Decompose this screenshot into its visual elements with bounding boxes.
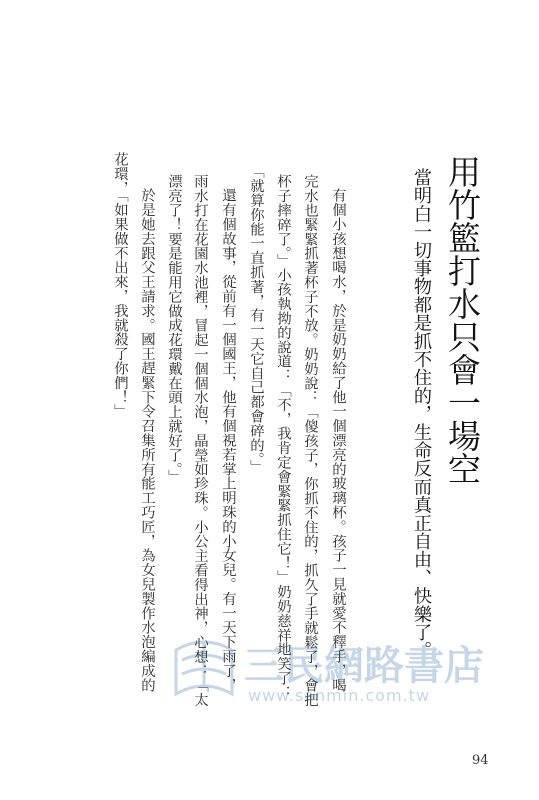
chapter-subtitle: 當明白一切事物都是抓不住的，生命反而真正自由、快樂了。 — [411, 168, 432, 660]
body-line-4: 「就算你能一直抓著，有一天它自己都會碎的。」 — [248, 164, 264, 474]
body-line-9: 花環，「如果做不出來，我就殺了你們！」 — [112, 152, 128, 419]
body-line-8: 於是她去跟父王請求。國王趕緊下令召集所有能工巧匠，為女兒製作水泡編成的 — [139, 188, 155, 692]
body-line-1: 有個小孩想喝水，於是奶奶給了他一個漂亮的玻璃杯。孩子一見就愛不釋手，喝 — [330, 188, 346, 692]
watermark — [168, 616, 484, 726]
body-line-2: 完水也緊緊抓著杯子不放。奶奶說：「傻孩子，你抓不住的，抓久了手就鬆了，會把 — [302, 174, 318, 707]
body-line-5: 還有個故事，從前有一個國王，他有個視若掌上明珠的小女兒。有一天下雨了， — [220, 188, 236, 692]
body-line-7: 漂亮了！要是能用它做成花環戴在頭上就好了。」 — [166, 174, 182, 484]
watermark-url: www.sanmin.com.tw — [248, 686, 431, 705]
page-number: 94 — [472, 753, 489, 768]
bookstore-logo-icon — [168, 630, 240, 710]
chapter-title: 用竹籃打水只會一場空 — [443, 155, 482, 485]
body-line-6: 雨水打在花園水池裡，冒起一個個水泡，晶瑩如珍珠。小公主看得出神，心想：「太 — [192, 174, 208, 707]
body-line-3: 杯子摔碎了。」小孩執拗的說道：「不，我肯定會緊緊抓住它！」奶奶慈祥地笑了： — [275, 174, 291, 700]
watermark-text: 三民網路書店 — [244, 643, 484, 689]
